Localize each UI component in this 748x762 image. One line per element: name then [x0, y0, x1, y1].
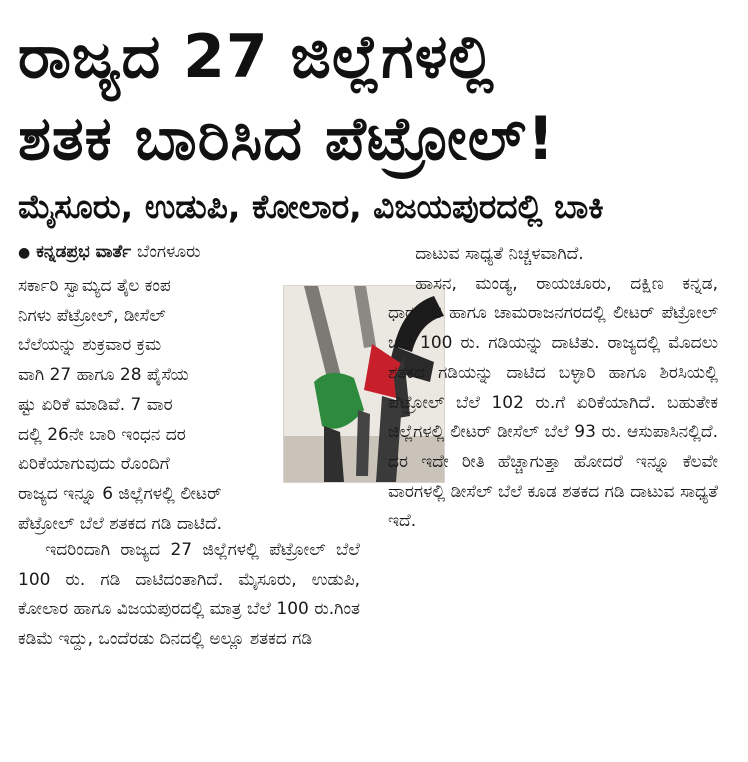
byline: [18, 240, 201, 265]
article-column-1-top: [18, 272, 266, 536]
article-line: ಸರ್ಕಾರಿ ಸ್ವಾಮ್ಯದ ತೈಲ ಕಂಪ: [18, 276, 171, 296]
article-line: ಷ್ಟು ಏರಿಕೆ ಮಾಡಿವೆ. 7 ವಾರ: [18, 394, 173, 415]
article-paragraph-2-continued: ದಾಟುವ ಸಾಧ್ಯತೆ ನಿಚ್ಚಳವಾಗಿದೆ.: [415, 244, 584, 264]
article-paragraph-3: ಹಾಸನ, ಮಂಡ್ಯ, ರಾಯಚೂರು, ದಕ್ಷಿಣ ಕನ್ನಡ, ಧಾರವಾಡ ಹಾಗೂ ಚಾಮರಾಜನಗರದಲ್ಲಿ ಲೀಟರ್ ಪೆಟ್ರೋಲ್ ಬೆಲೆ 100 ರು. ಗಡಿಯನ್ನು ದಾಟಿತು. ರಾಜ್ಯದಲ್ಲಿ ಮೊದಲು ಶತಕದ ಗಡಿಯನ್ನು ದಾಟಿದ ಬಳ್ಳಾರಿ ಹಾಗೂ ಶಿರಸಿಯಲ್ಲಿ ಪೆಟ್ರೋಲ್ ಬೆಲೆ 102 ರು.ಗೆ ಏರಿಕೆಯಾಗಿದೆ. ಬಹುತೇಕ ಜಿಲ್ಲೆಗಳಲ್ಲಿ ಲೀಟರ್ ಡೀಸೆಲ್ ಬೆಲೆ 93 ರು. ಆಸುಪಾಸಿನಲ್ಲಿದೆ. ದರ ಇದೇ ರೀತಿ ಹೆಚ್ಚಾಗುತ್ತಾ ಹೋದರೆ ಇನ್ನೂ ಕೆಲವೇ ವಾರಗಳಲ್ಲಿ ಡೀಸೆಲ್ ಬೆಲೆ ಕೂಡ ಶತಕದ ಗಡಿ ದಾಟುವ ಸಾಧ್ಯತೆ ಇದೆ.: [388, 273, 718, 532]
article-paragraph-2: ಇದರಿಂದಾಗಿ ರಾಜ್ಯದ 27 ಜಿಲ್ಲೆಗಳಲ್ಲಿ ಪೆಟ್ರೋಲ್ ಬೆಲೆ 100 ರು. ಗಡಿ ದಾಟಿದಂತಾಗಿದೆ. ಮೈಸೂರು, ಉಡುಪಿ, ಕೋಲಾರ ಹಾಗೂ ವಿಜಯಪುರದಲ್ಲಿ ಮಾತ್ರ ಬೆಲೆ 100 ರು.ಗಿಂತ ಕಡಿಮೆ ಇದ್ದು, ಒಂದೆರಡು ದಿನದಲ್ಲಿ ಅಲ್ಲೂ ಶತಕದ ಗಡಿ: [18, 540, 360, 650]
headline-line-2: ಶತಕ ಬಾರಿಸಿದ ಪೆಟ್ರೋಲ್!: [18, 104, 556, 174]
article-line: ರಾಜ್ಯದ ಇನ್ನೂ 6 ಜಿಲ್ಲೆಗಳಲ್ಲಿ ಲೀಟರ್: [18, 483, 222, 504]
article-column-1-bottom: [18, 536, 360, 655]
article-column-2: [388, 240, 718, 537]
article-line: ಏರಿಕೆಯಾಗುವುದು ರೊಂದಿಗೆ: [18, 454, 170, 475]
article-line: ನಿಗಳು ಪೆಟ್ರೋಲ್, ಡೀಸೆಲ್: [18, 305, 166, 326]
byline-place: ಬೆಂಗಳೂರು: [137, 242, 201, 262]
article-line: ದಲ್ಲಿ 26ನೇ ಬಾರಿ ಇಂಧನ ದರ: [18, 424, 186, 445]
byline-agency: ಕನ್ನಡಪ್ರಭ ವಾರ್ತೆ: [36, 242, 132, 262]
article-line: ವಾಗಿ 27 ಹಾಗೂ 28 ಪೈಸೆಯ: [18, 365, 189, 386]
headline-line-1: ರಾಜ್ಯದ 27 ಜಿಲ್ಲೆಗಳಲ್ಲಿ: [18, 22, 495, 92]
headline: [18, 18, 730, 178]
bullet-icon: ●: [18, 245, 31, 261]
article-line: ಪೆಟ್ರೋಲ್ ಬೆಲೆ ಶತಕದ ಗಡಿ ದಾಟಿದೆ.: [18, 513, 223, 534]
article-line: ಬೆಲೆಯನ್ನು ಶುಕ್ರವಾರ ಕ್ರಮ: [18, 335, 162, 356]
subheadline: ಮೈಸೂರು, ಉಡುಪಿ, ಕೋಲಾರ, ವಿಜಯಪುರದಲ್ಲಿ ಬಾಕಿ: [18, 187, 604, 226]
